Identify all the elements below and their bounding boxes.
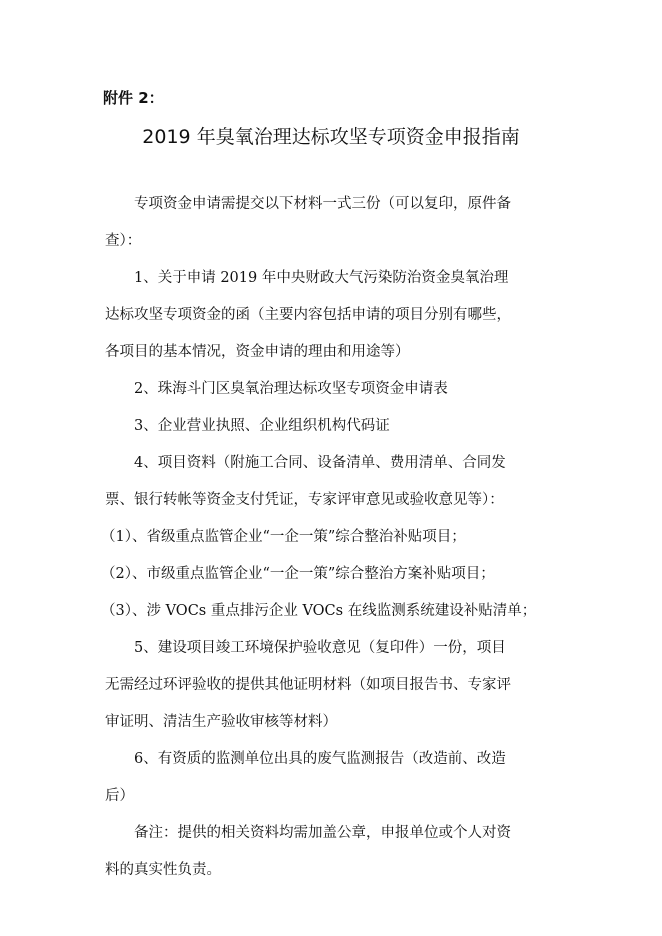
item-5-line-1: 5、建设项目竣工环境保护验收意见（复印件）一份，项目 bbox=[134, 640, 506, 656]
item-6-paragraph bbox=[105, 741, 567, 815]
item-6-line-2: 后） bbox=[105, 788, 134, 804]
item-2-line: 2、珠海斗门区臭氧治理达标攻坚专项资金申请表 bbox=[134, 381, 448, 397]
item-1-line-1: 1、关于申请 2019 年中央财政大气污染防治资金臭氧治理 bbox=[134, 270, 509, 286]
intro-line-1: 专项资金申请需提交以下材料一式三份（可以复印，原件备 bbox=[134, 196, 511, 212]
item-6-line-1: 6、有资质的监测单位出具的废气监测报告（改造前、改造 bbox=[134, 751, 506, 767]
item-1-line-2: 达标攻坚专项资金的函（主要内容包括申请的项目分别有哪些， bbox=[105, 307, 511, 323]
item-4-paragraph bbox=[101, 445, 567, 630]
attachment-label: 附件 2： bbox=[103, 89, 164, 107]
item-5-line-2: 无需经过环评验收的提供其他证明材料（如项目报告书、专家评 bbox=[105, 677, 511, 693]
item-4-line-1: 4、项目资料（附施工合同、设备清单、费用清单、合同发 bbox=[134, 455, 506, 471]
item-3-line: 3、企业营业执照、企业组织机构代码证 bbox=[134, 418, 390, 434]
item-1-paragraph bbox=[105, 260, 567, 371]
intro-paragraph bbox=[105, 186, 567, 260]
item-1-line-3: 各项目的基本情况，资金申请的理由和用途等） bbox=[105, 344, 410, 360]
item-4-sub-3: （3）、涉 VOCs 重点排污企业 VOCs 在线监测系统建设补贴清单； bbox=[101, 603, 537, 619]
document-body bbox=[101, 186, 567, 889]
remark-line-1: 备注：提供的相关资料均需加盖公章，申报单位或个人对资 bbox=[134, 825, 511, 841]
item-2-paragraph bbox=[105, 371, 567, 408]
item-3-paragraph bbox=[105, 408, 567, 445]
item-5-paragraph bbox=[105, 630, 567, 741]
item-4-sub-1: （1）、省级重点监管企业“一企一策”综合整治补贴项目； bbox=[101, 529, 466, 545]
intro-line-2: 查）： bbox=[105, 233, 142, 249]
item-5-line-3: 审证明、清洁生产验收审核等材料） bbox=[105, 714, 337, 730]
document-title: 2019 年臭氧治理达标攻坚专项资金申报指南 bbox=[142, 126, 520, 148]
remark-paragraph bbox=[105, 815, 567, 889]
item-4-sub-2: （2）、市级重点监管企业“一企一策”综合整治方案补贴项目； bbox=[101, 566, 495, 582]
item-4-line-2: 票、银行转帐等资金支付凭证，专家评审意见或验收意见等）： bbox=[105, 492, 504, 508]
remark-line-2: 料的真实性负责。 bbox=[105, 862, 221, 878]
